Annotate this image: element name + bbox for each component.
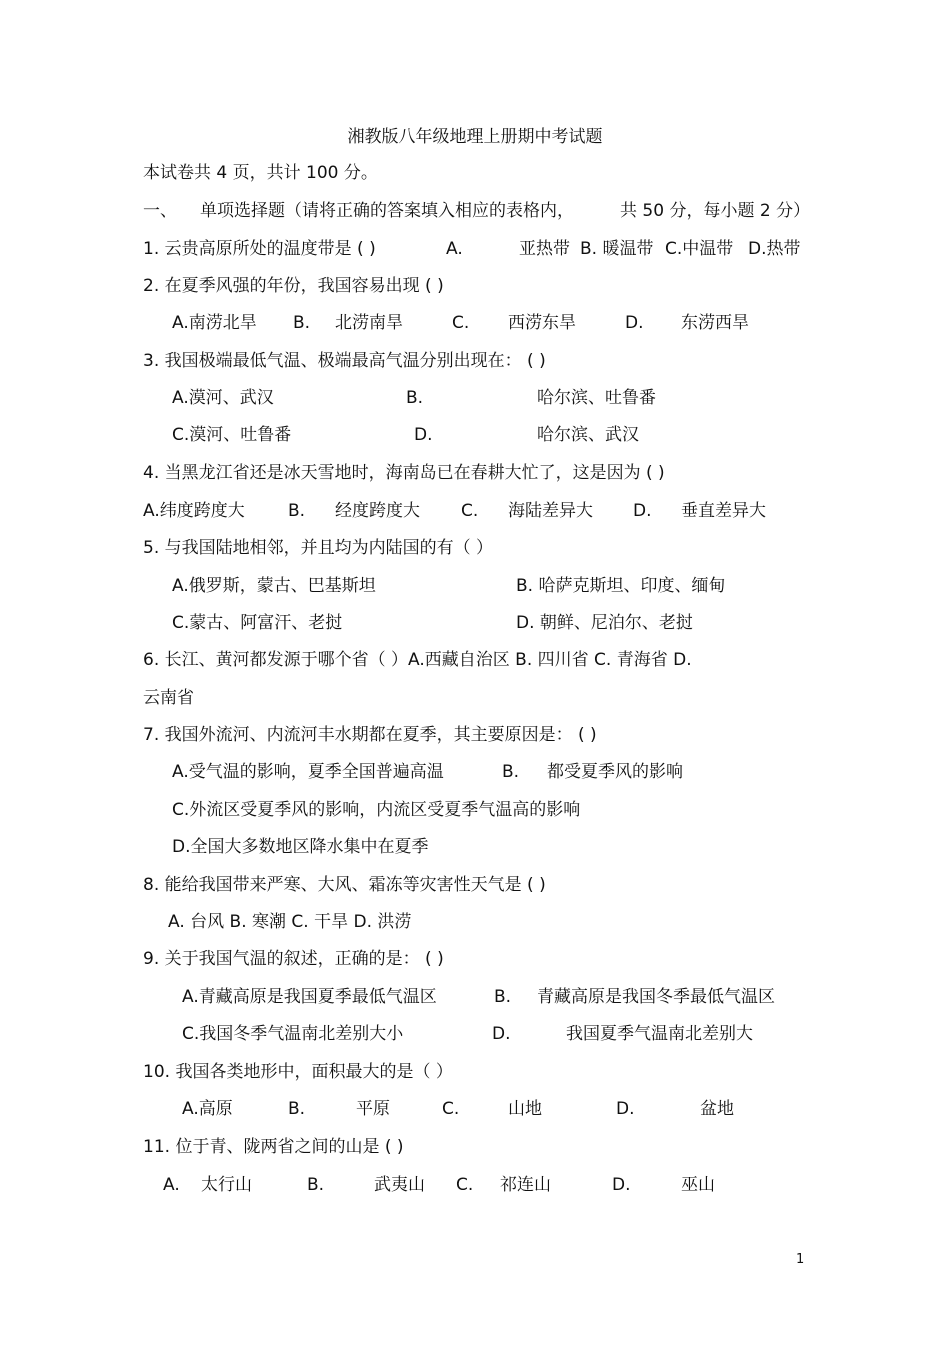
option: 我国夏季气温南北差别大 — [566, 1024, 753, 1044]
option: A. — [446, 239, 463, 259]
question-3: 3. 我国极端最低气温、极端最高气温分别出现在： ( ) — [143, 351, 546, 371]
option: A. — [163, 1175, 180, 1195]
option: A.纬度跨度大 — [143, 501, 245, 521]
option: C.我国冬季气温南北差别大小 — [182, 1024, 404, 1044]
exam-title: 湘教版八年级地理上册期中考试题 — [347, 127, 603, 147]
option: 祁连山 — [500, 1175, 551, 1195]
option: B. — [307, 1175, 325, 1195]
option: 山地 — [508, 1099, 542, 1119]
option: D. — [492, 1024, 511, 1044]
option: 哈尔滨、吐鲁番 — [537, 388, 656, 408]
option: 西涝东旱 — [508, 313, 576, 333]
option: D. — [612, 1175, 631, 1195]
question-10: 10. 我国各类地形中，面积最大的是（ ） — [143, 1062, 453, 1082]
option: D. — [414, 425, 433, 445]
option: 东涝西旱 — [681, 313, 749, 333]
option: B. — [288, 501, 306, 521]
option: C. — [452, 313, 470, 333]
option: C. — [442, 1099, 460, 1119]
option: A.南涝北旱 — [172, 313, 257, 333]
question-6: 6. 长江、黄河都发源于哪个省（ ）A.西藏自治区 B. 四川省 C. 青海省 D. — [143, 650, 692, 670]
option: A. 台风 B. 寒潮 C. 干旱 D. 洪涝 — [168, 912, 412, 932]
question-7: 7. 我国外流河、内流河丰水期都在夏季，其主要原因是： ( ) — [143, 725, 597, 745]
option: 青藏高原是我国冬季最低气温区 — [537, 987, 775, 1007]
section-number: 一、 — [143, 201, 177, 221]
option: 太行山 — [201, 1175, 252, 1195]
option: A.青藏高原是我国夏季最低气温区 — [182, 987, 437, 1007]
option: 平原 — [356, 1099, 390, 1119]
page-number: 1 — [796, 1252, 805, 1267]
option: C.外流区受夏季风的影响，内流区受夏季气温高的影响 — [172, 800, 581, 820]
section-instruction: 单项选择题（请将正确的答案填入相应的表格内， — [200, 201, 574, 221]
option: B. — [494, 987, 512, 1007]
option: B. 暖温带 — [580, 239, 654, 259]
option: 武夷山 — [374, 1175, 425, 1195]
option: 海陆差异大 — [508, 501, 593, 521]
option: D. — [633, 501, 652, 521]
option: 垂直差异大 — [681, 501, 766, 521]
option: C. — [461, 501, 479, 521]
option: C.中温带 — [665, 239, 734, 259]
option: D.热带 — [748, 239, 801, 259]
question-1: 1. 云贵高原所处的温度带是 ( ) — [143, 239, 376, 259]
option: C.蒙古、阿富汗、老挝 — [172, 613, 343, 633]
option: 经度跨度大 — [335, 501, 420, 521]
option: D. — [625, 313, 644, 333]
option: 哈尔滨、武汉 — [537, 425, 639, 445]
option: 盆地 — [700, 1099, 734, 1119]
option: 亚热带 — [519, 239, 570, 259]
question-11: 11. 位于青、陇两省之间的山是 ( ) — [143, 1137, 404, 1157]
question-4: 4. 当黑龙江省还是冰天雪地时，海南岛已在春耕大忙了，这是因为 ( ) — [143, 463, 665, 483]
option: D.全国大多数地区降水集中在夏季 — [172, 837, 429, 857]
question-6-continued: 云南省 — [143, 688, 194, 708]
option: B. — [293, 313, 311, 333]
section-score: 共 50 分，每小题 2 分） — [620, 201, 811, 221]
option: A.漠河、武汉 — [172, 388, 274, 408]
question-5: 5. 与我国陆地相邻，并且均为内陆国的有（ ） — [143, 538, 494, 558]
option: B. — [502, 762, 520, 782]
option: B. — [288, 1099, 306, 1119]
option: 巫山 — [681, 1175, 715, 1195]
option: A.受气温的影响，夏季全国普遍高温 — [172, 762, 444, 782]
question-9: 9. 关于我国气温的叙述，正确的是： ( ) — [143, 949, 444, 969]
option: D. — [616, 1099, 635, 1119]
option: C. — [456, 1175, 474, 1195]
option: A.俄罗斯，蒙古、巴基斯坦 — [172, 576, 376, 596]
option: B. 哈萨克斯坦、印度、缅甸 — [516, 576, 726, 596]
question-8: 8. 能给我国带来严寒、大风、霜冻等灾害性天气是 ( ) — [143, 875, 546, 895]
intro-text: 本试卷共 4 页，共计 100 分。 — [143, 163, 378, 183]
option: D. 朝鲜、尼泊尔、老挝 — [516, 613, 693, 633]
option: B. — [406, 388, 424, 408]
option: 北涝南旱 — [335, 313, 403, 333]
option: A.高原 — [182, 1099, 233, 1119]
option: C.漠河、吐鲁番 — [172, 425, 292, 445]
option: 都受夏季风的影响 — [547, 762, 683, 782]
question-2: 2. 在夏季风强的年份，我国容易出现 ( ) — [143, 276, 444, 296]
